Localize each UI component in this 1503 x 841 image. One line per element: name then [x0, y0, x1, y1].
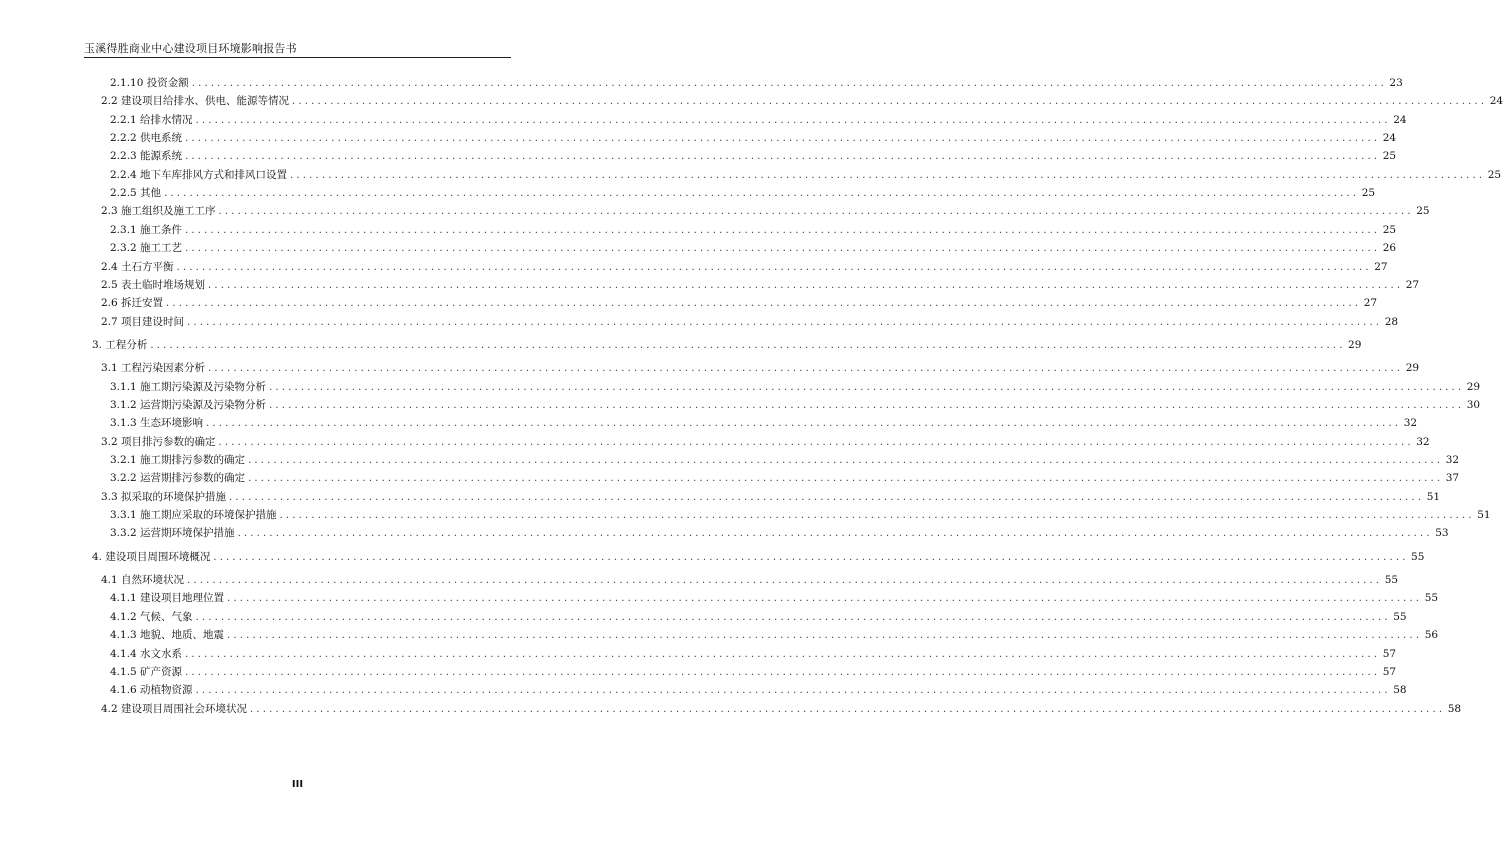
toc-entry-label: 4.1.3 地貌、地质、地震: [110, 629, 225, 642]
toc-entry[interactable]: [0, 186, 1376, 201]
toc-entry-label: 4.1.5 矿产资源: [110, 665, 183, 678]
toc-entry[interactable]: [0, 490, 1441, 505]
toc-entry[interactable]: [0, 168, 1502, 183]
toc-entry[interactable]: [0, 278, 1420, 293]
toc-entry-page: 37: [1445, 472, 1460, 485]
toc-entry[interactable]: [0, 702, 1462, 717]
toc-entry-label: 2.2.2 供电系统: [110, 132, 183, 145]
toc-entry-page: 58: [1393, 684, 1407, 697]
toc-leader-dots: [250, 703, 1442, 717]
toc-entry-label: 3.3.1 施工期应采取的环境保护措施: [110, 509, 277, 522]
toc-entry-label: 3.2.1 施工期排污参数的确定: [110, 454, 246, 466]
toc-leader-dots: [219, 205, 1411, 219]
toc-entry-label: 4. 建设项目周围环境概况: [92, 550, 211, 563]
toc-leader-dots: [192, 77, 1384, 91]
toc-entry[interactable]: [0, 591, 1439, 606]
toc-entry-label: 2.3.2 施工工艺: [110, 242, 183, 255]
toc-leader-dots: [187, 574, 1379, 588]
toc-entry-page: 23: [1389, 77, 1403, 89]
toc-leader-dots: [213, 551, 1405, 565]
document-header-title: 玉溪得胜商业中心建设项目环境影响报告书: [84, 42, 297, 55]
toc-leader-dots: [269, 399, 1461, 413]
toc-leader-dots: [187, 316, 1379, 330]
toc-entry-page: 51: [1477, 509, 1491, 522]
toc-entry-page: 24: [1382, 132, 1397, 145]
toc-leader-dots: [177, 261, 1369, 275]
toc-entry-label: 3.2 项目排污参数的确定: [101, 435, 216, 448]
toc-leader-dots: [206, 417, 1398, 431]
page-number: III: [291, 779, 304, 790]
toc-entry-label: 2.6 拆迁安置: [101, 297, 164, 310]
toc-entry-page: 57: [1382, 647, 1397, 660]
toc-entry-label: 4.1.2 气候、气象: [110, 610, 193, 623]
toc-entry[interactable]: [0, 453, 1460, 468]
toc-entry-label: 2.3 施工组织及施工工序: [101, 205, 216, 218]
toc-entry-page: 24: [1393, 113, 1407, 126]
toc-entry-page: 32: [1445, 454, 1460, 466]
toc-entry-label: 2.2.3 能源系统: [110, 150, 183, 163]
toc-entry[interactable]: [0, 361, 1420, 376]
toc-entry-label: 2.2.4 地下车库排风方式和排风口设置: [110, 168, 288, 181]
toc-entry-page: 29: [1405, 362, 1420, 375]
toc-entry-page: 55: [1424, 592, 1439, 605]
toc-entry-label: 3.1.3 生态环境影响: [110, 417, 204, 430]
toc-leader-dots: [227, 592, 1419, 606]
toc-entry[interactable]: [0, 131, 1397, 146]
toc-entry[interactable]: [0, 416, 1418, 431]
toc-entry-page: 27: [1374, 260, 1388, 273]
toc-entry-label: 3.3 拟采取的环境保护措施: [101, 490, 227, 503]
toc-entry-label: 4.1 自然环境状况: [101, 574, 185, 587]
toc-entry-page: 24: [1489, 95, 1503, 108]
toc-entry[interactable]: [0, 204, 1430, 219]
toc-entry-label: 3.1.1 施工期污染源及污染物分析: [110, 380, 267, 393]
toc-entry-label: 4.1.4 水文水系: [110, 647, 183, 660]
toc-entry-page: 55: [1384, 574, 1399, 587]
toc-entry[interactable]: [0, 471, 1460, 486]
toc-entry-label: 4.1.6 动植物资源: [110, 684, 193, 697]
toc-leader-dots: [185, 150, 1377, 164]
toc-leader-dots: [208, 279, 1400, 293]
toc-entry-label: 2.3.1 施工条件: [110, 223, 183, 236]
toc-entry-label: 2.7 项目建设时间: [101, 315, 185, 328]
toc-entry-page: 28: [1384, 315, 1399, 328]
toc-leader-dots: [227, 629, 1419, 643]
toc-leader-dots: [185, 224, 1377, 238]
toc-entry-page: 25: [1382, 223, 1397, 236]
toc-entry-label: 2.2.1 给排水情况: [110, 113, 193, 126]
toc-leader-dots: [292, 95, 1484, 109]
toc-leader-dots: [229, 491, 1421, 505]
toc-entry-page: 56: [1424, 629, 1439, 642]
toc-entry[interactable]: [0, 94, 1503, 109]
toc-leader-dots: [208, 362, 1400, 376]
toc-entry-page: 29: [1466, 380, 1481, 393]
toc-entry-page: 51: [1426, 490, 1441, 503]
toc-entry-label: 3.1.2 运营期污染源及污染物分析: [110, 398, 267, 411]
toc-entry[interactable]: [0, 628, 1439, 643]
toc-leader-dots: [166, 297, 1358, 311]
toc-leader-dots: [238, 527, 1430, 541]
toc-entry-label: 2.5 表土临时堆场规划: [101, 278, 206, 291]
toc-entry[interactable]: [0, 338, 1362, 353]
toc-entry-page: 55: [1393, 610, 1407, 623]
toc-leader-dots: [185, 242, 1377, 256]
toc-entry[interactable]: [0, 149, 1397, 164]
toc-entry[interactable]: [0, 683, 1407, 698]
toc-leader-dots: [290, 169, 1482, 183]
toc-entry-page: 25: [1361, 187, 1376, 200]
toc-entry-page: 32: [1416, 435, 1430, 448]
toc-leader-dots: [248, 454, 1440, 468]
toc-entry-page: 29: [1348, 338, 1362, 351]
toc-entry[interactable]: [0, 223, 1397, 238]
toc-leader-dots: [248, 472, 1440, 486]
toc-leader-dots: [185, 666, 1377, 680]
toc-entry-label: 4.1.1 建设项目地理位置: [110, 592, 225, 605]
toc-entry-label: 3.2.2 运营期排污参数的确定: [110, 472, 246, 485]
toc-entry[interactable]: [0, 76, 1403, 91]
toc-entry-page: 25: [1416, 205, 1430, 218]
toc-entry[interactable]: [0, 113, 1407, 128]
toc-entry-page: 25: [1487, 168, 1502, 181]
toc-entry-page: 30: [1466, 398, 1481, 411]
toc-entry-label: 2.2.5 其他: [110, 187, 162, 200]
toc-entry[interactable]: [0, 526, 1449, 541]
toc-leader-dots: [185, 648, 1377, 662]
toc-entry[interactable]: [0, 647, 1397, 662]
header-rule: [84, 57, 511, 58]
toc-entry[interactable]: [0, 573, 1399, 588]
toc-entry-page: 32: [1403, 417, 1418, 430]
toc-entry[interactable]: [0, 610, 1407, 625]
toc-entry[interactable]: [0, 296, 1378, 311]
toc-entry-page: 25: [1382, 150, 1397, 163]
toc-entry[interactable]: [0, 241, 1397, 256]
toc-entry[interactable]: [0, 508, 1491, 523]
toc-entry[interactable]: [0, 435, 1430, 450]
toc-entry-page: 26: [1382, 242, 1397, 255]
toc-entry[interactable]: [0, 380, 1481, 395]
toc-entry-page: 27: [1405, 278, 1420, 291]
toc-entry[interactable]: [0, 260, 1388, 275]
toc-entry-label: 3. 工程分析: [92, 338, 148, 351]
toc-entry-page: 57: [1382, 665, 1397, 678]
toc-entry-page: 55: [1411, 550, 1425, 563]
toc-entry-label: 2.4 土石方平衡: [101, 260, 174, 273]
toc-entry-label: 3.3.2 运营期环境保护措施: [110, 527, 235, 540]
toc-entry-label: 2.1.10 投资金额: [110, 77, 189, 89]
toc-entry[interactable]: [0, 550, 1425, 565]
toc-entry-label: 4.2 建设项目周围社会环境状况: [101, 702, 248, 715]
toc-leader-dots: [269, 381, 1461, 395]
toc-leader-dots: [196, 114, 1388, 128]
toc-leader-dots: [219, 436, 1411, 450]
toc-entry-page: 27: [1363, 297, 1378, 310]
toc-entry-page: 58: [1447, 702, 1462, 715]
toc-entry[interactable]: [0, 665, 1397, 680]
toc-entry-label: 2.2 建设项目给排水、供电、能源等情况: [101, 95, 290, 108]
toc-entry[interactable]: [0, 315, 1399, 330]
toc-entry[interactable]: [0, 398, 1481, 413]
toc-entry-page: 53: [1435, 527, 1449, 540]
toc-leader-dots: [185, 132, 1377, 146]
toc-leader-dots: [280, 509, 1472, 523]
toc-leader-dots: [150, 339, 1342, 353]
toc-leader-dots: [164, 187, 1356, 201]
toc-leader-dots: [196, 684, 1388, 698]
toc-entry-label: 3.1 工程污染因素分析: [101, 362, 206, 375]
toc-leader-dots: [196, 611, 1388, 625]
